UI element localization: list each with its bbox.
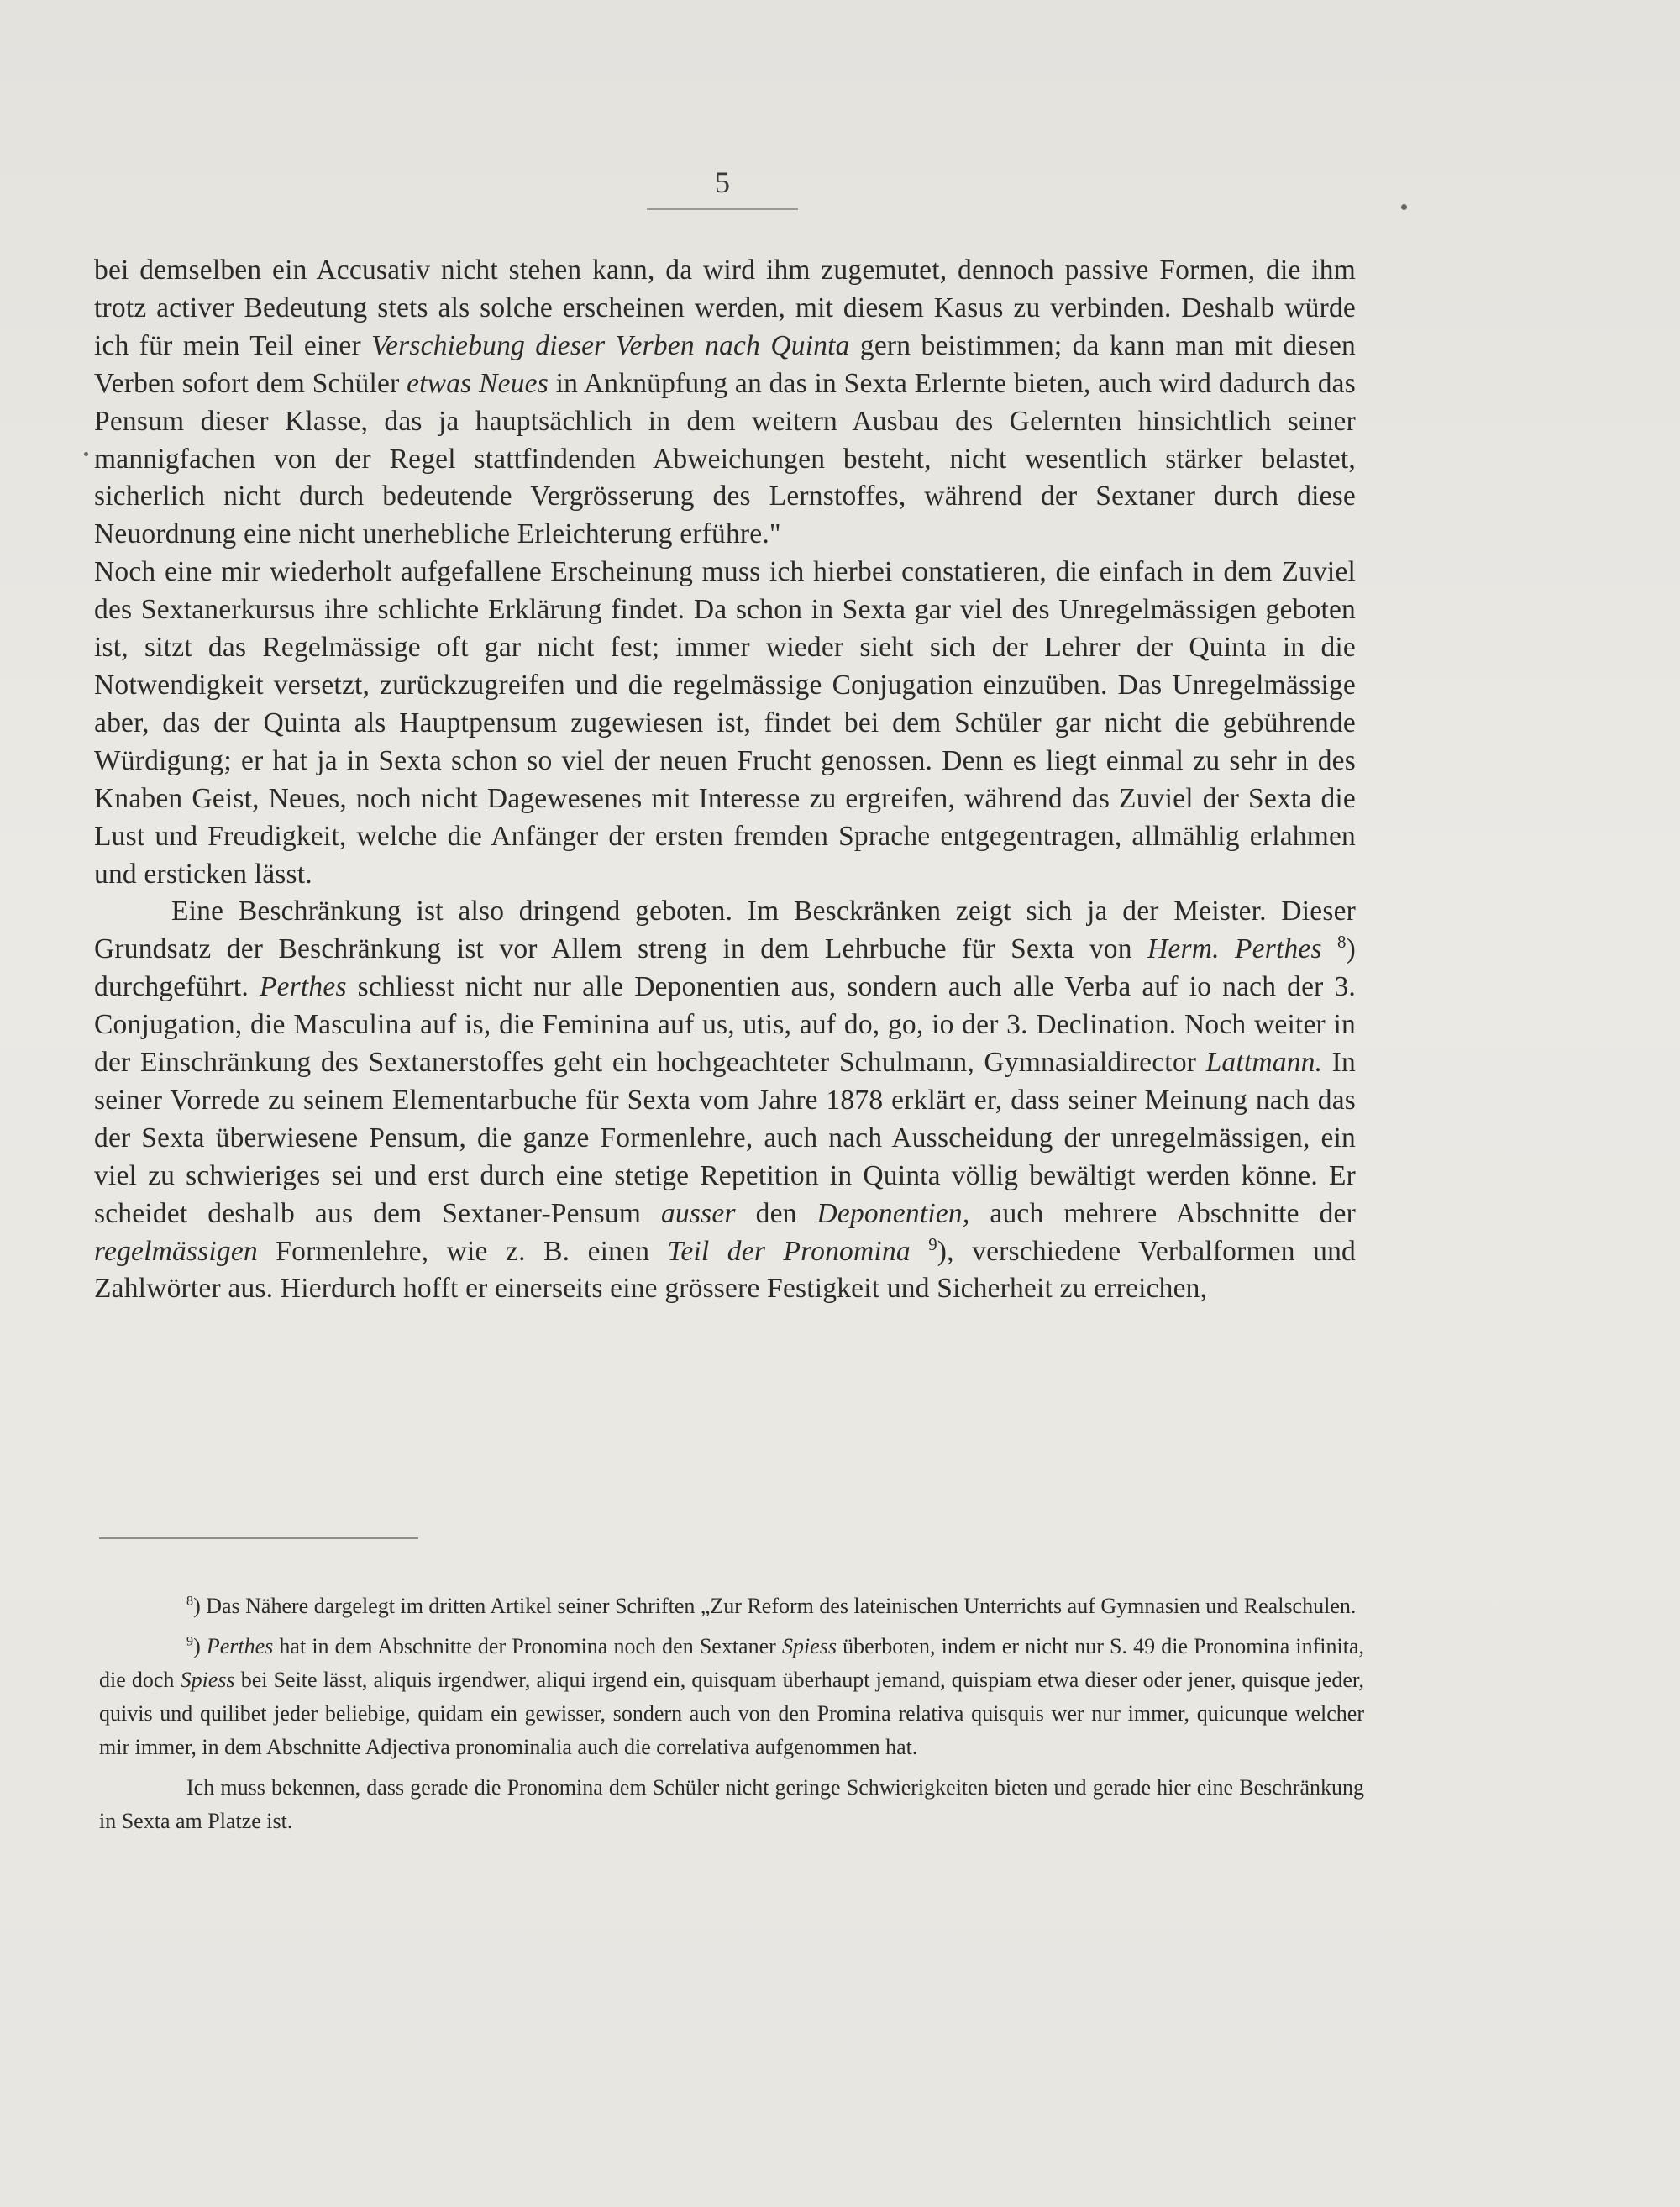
paragraph-3 [94, 893, 1356, 1308]
footnote-ref-8: 8 [1337, 933, 1347, 953]
footnote-9-continuation-text: Ich muss bekennen, dass gerade die Pronomina dem Schüler nicht geringe Schwierigkeiten bieten und gerade hier eine Beschränkung in Sexta am Platze ist. [99, 1775, 1364, 1833]
footnote-ref-9: 9 [928, 1234, 937, 1254]
author-herm-perthes: Herm. Perthes [1147, 933, 1322, 965]
emphasis-phrase: Verschiebung dieser Verben nach Quinta [371, 329, 850, 361]
paragraph-3-text: Formenlehre, wie z. B. einen [257, 1235, 668, 1267]
paragraph-3-text: schliesst nicht nur alle Deponentien aus, sondern auch alle Verba auf io nach der 3. Conjugation, die Masculina auf is, die Feminina auf us, utis, auf do, go, io der 3. Declination. Noch weiter in der Einschränkung des Sextanerstoffes geht ein hochgeachteter Schulmann, Gymnasialdirector [94, 971, 1356, 1079]
footnotes [99, 1590, 1364, 1845]
footnote-9-spiess: Spiess [781, 1634, 837, 1658]
scan-speck [1401, 204, 1407, 210]
paragraph-3-text: In seiner Vorrede zu seinem Elementarbuche für Sexta vom Jahre 1878 erklärt er, dass seiner Meinung nach das der Sexta überwiesene Pensum, die ganze Formenlehre, auch nach Ausscheidung der unregelmässigen, ein viel zu schwieriges sei und erst durch eine stetige Repetition in Quinta völlig bewältigt werden könne. Er scheidet deshalb aus dem Sextaner-Pensum [94, 1047, 1356, 1229]
footnote-9-text: bei Seite lässt, aliquis irgendwer, aliqui irgend ein, quisquam überhaupt jemand, quispiam etwa dieser oder jener, quisque jeder, quivis und quilibet jeder beliebige, quidam ein gewisser, sondern auch von den Promina relativa quisquis wer nur immer, quicunque welcher mir immer, in dem Abschnitte Adjectiva pronominalia auch die correlativa aufgenommen hat. [99, 1668, 1364, 1759]
footnote-9 [99, 1630, 1364, 1764]
page-number: 5 [715, 166, 730, 199]
body-text [94, 252, 1356, 1308]
footnote-8-mark: 8 [186, 1594, 194, 1609]
author-lattmann: Lattmann. [1205, 1047, 1323, 1079]
footnote-9-continuation [99, 1771, 1364, 1838]
footnote-9-text: hat in dem Abschnitte der Pronomina noch den Sextaner [273, 1634, 782, 1658]
emphasis-deponentien: Deponentien, [816, 1197, 970, 1229]
scan-speck [84, 452, 88, 456]
emphasis-teil-der-pronomina: Teil der Pronomina [667, 1235, 911, 1267]
emphasis-phrase: etwas Neues [407, 367, 549, 399]
footnote-9-perthes: Perthes [206, 1634, 274, 1658]
paragraph-1 [94, 252, 1356, 554]
footnote-8-text: ) Das Nähere dargelegt im dritten Artikel seiner Schriften „Zur Reform des lateinischen Unterrichts auf Gymnasien und Realschulen. [193, 1594, 1357, 1618]
paragraph-3-text: ) durchgeführt. [94, 933, 1356, 1003]
footnote-9-text: ) [193, 1634, 207, 1658]
footnote-8 [99, 1590, 1364, 1623]
paragraph-3-text: Eine Beschränkung ist also dringend geboten. Im Besckränken zeigt sich ja der Meister. Dieser Grundsatz der Beschränkung ist vor Allem streng in dem Lehrbuche für Sexta von [94, 896, 1356, 965]
author-perthes: Perthes [259, 971, 347, 1003]
emphasis-ausser: ausser [661, 1197, 736, 1229]
header-rule [647, 208, 798, 210]
footnote-9-spiess: Spiess [180, 1668, 235, 1692]
paragraph-2 [94, 554, 1356, 893]
paragraph-2-text: Noch eine mir wiederholt aufgefallene Erscheinung muss ich hierbei constatieren, die einfach in dem Zuviel des Sextanerkursus ihre schlichte Erklärung findet. Da schon in Sexta gar viel des Unregelmässigen geboten ist, sitzt das Regelmässige oft gar nicht fest; immer wieder sieht sich der Lehrer der Quinta in die Notwendigkeit versetzt, zurückzugreifen und die regelmässige Conjugation einzuüben. Das Unregelmässige aber, das der Quinta als Hauptpensum zugewiesen ist, findet bei dem Schüler gar nicht die gebührende Würdigung; er hat ja in Sexta schon so viel der neuen Frucht genossen. Denn es liegt einmal zu sehr in des Knaben Geist, Neues, noch nicht Dagewesenes mit Interesse zu ergreifen, während das Zuviel der Sexta die Lust und Freudigkeit, welche die Anfänger der ersten fremden Sprache entgegentragen, allmählig erlahmen und ersticken lässt. [94, 556, 1356, 890]
footnote-9-text: überboten, indem er nicht nur S. 49 die Pronomina infinita, die doch [99, 1634, 1364, 1692]
paragraph-3-text: ), verschiedene Verbalformen und Zahlwörter aus. Hierdurch hofft er einerseits eine grössere Festigkeit und Sicherheit zu erreichen, [94, 1235, 1357, 1305]
footnote-9-mark: 9 [186, 1634, 194, 1649]
emphasis-regelmaessigen: regelmässigen [94, 1235, 258, 1267]
paragraph-3-text: den [735, 1197, 817, 1229]
footnote-rule [99, 1537, 418, 1539]
paragraph-1-text: bei demselben ein Accusativ nicht stehen kann, da wird ihm zugemutet, dennoch passive Formen, die ihm trotz activer Bedeutung stets als solche erscheinen werden, mit diesem Kasus zu verbinden. Deshalb würde ich für mein Teil einer Verschiebung dieser Verben nach Quinta gern beistimmen; da kann man mit diesen Verben sofort dem Schüler etwas Neues in Anknüpfung an das in Sexta Erlernte bieten, auch wird dadurch das Pensum dieser Klasse, das ja hauptsächlich in dem weitern Ausbau des Gelernten hinsichtlich seiner mannigfachen von der Regel stattfindenden Abweichungen besteht, nicht wesentlich stärker belastet, sicherlich nicht durch bedeutende Vergrösserung des Lernstoffes, während der Sextaner durch diese Neuordnung eine nicht unerhebliche Erleichterung erführe." [94, 255, 1356, 550]
paragraph-3-text: auch mehrere Abschnitte der [969, 1197, 1356, 1229]
